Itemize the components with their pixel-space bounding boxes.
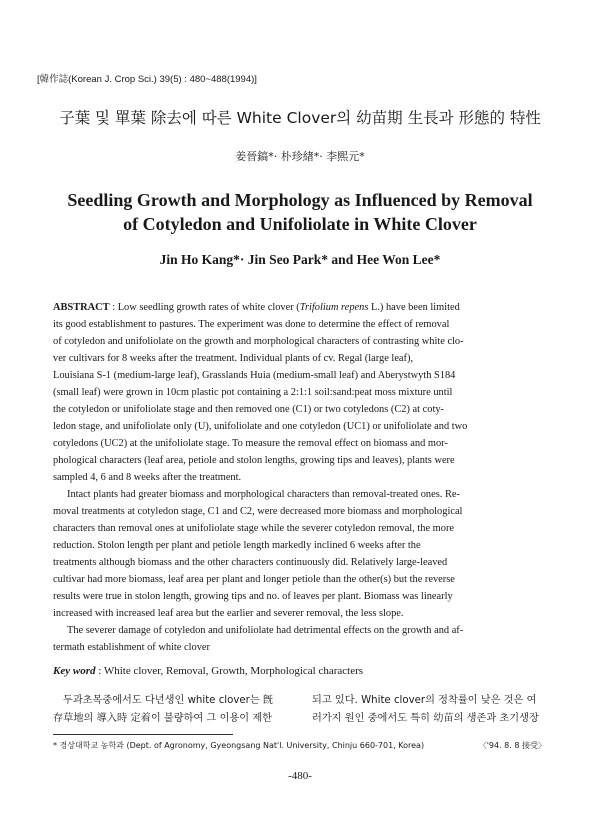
abstract-line: increased with increased leaf area but the earlier and severer removal, the less slope. <box>53 608 404 619</box>
abstract-first-line <box>53 299 546 316</box>
abstract-line: ledon stage, and unifoliolate only (U), unifoliolate and one cotyledon (UC1) or unifoliolate and two <box>53 421 468 432</box>
korean-title: 子葉 및 單葉 除去에 따른 White Clover의 幼苗期 生長과 形態的 特性 <box>59 109 541 127</box>
footnote-divider <box>53 734 233 735</box>
journal-reference: [韓作誌(Korean J. Crop Sci.) 39(5) : 480~488(1994)] <box>37 74 257 85</box>
abstract-line: its good establishment to pastures. The experiment was done to determine the effect of removal <box>53 319 450 330</box>
body-line: 되고 있다. White clover의 정착률이 낮은 것은 여 <box>312 695 537 706</box>
english-title-line-2: of Cotyledon and Unifoliolate in White Clover <box>123 214 477 234</box>
abstract-line: sampled 4, 6 and 8 weeks after the treatment. <box>53 472 242 483</box>
keywords-text: White clover, Removal, Growth, Morphological characters <box>103 665 364 677</box>
abstract-line: Louisiana S-1 (medium-large leaf), Grasslands Huia (medium-small leaf) and Aberystwyth S184 <box>53 370 456 381</box>
abstract-paragraph-3 <box>53 622 546 656</box>
abstract-line: Intact plants had greater biomass and morphological characters than removal-treated ones. Re- <box>67 489 460 500</box>
abstract-paragraph-2 <box>53 486 546 622</box>
received-date: 〈'94. 8. 8 接受〉 <box>478 741 546 750</box>
abstract-line: of cotyledon and unifoliolate on the growth and morphological characters of contrasting white clo- <box>53 336 464 347</box>
abstract-line: results were true in stolon length, growing tips and no. of leaves per plant. Biomass was linearly <box>53 591 453 602</box>
abstract-line: ver cultivars for 8 weeks after the treatment. Individual plants of cv. Regal (large leaf), <box>53 353 414 364</box>
abstract-line: phological characters (leaf area, petiole and stolon lengths, growing tips and leaves), plants were <box>53 455 455 466</box>
abstract-text: L.) have been limited <box>368 302 460 313</box>
abstract-line: termath establishment of white clover <box>53 642 210 653</box>
species-name: Trifolium repens <box>299 302 369 313</box>
body-line: 두과초목중에서도 다년생인 white clover는 旣 <box>63 695 274 706</box>
abstract-text: Low seedling growth rates of white clover ( <box>117 302 300 313</box>
abstract-label: ABSTRACT <box>53 302 110 313</box>
body-column-right <box>312 692 562 728</box>
english-authors: Jin Ho Kang*· Jin Seo Park* and Hee Won Lee* <box>159 252 441 267</box>
english-title-line-1: Seedling Growth and Morphology as Influenced by Removal <box>67 190 533 210</box>
body-line: 러가지 원인 중에서도 특히 幼苗의 생존과 초기생장 <box>312 713 539 724</box>
abstract-line: The severer damage of cotyledon and unifoliolate had detrimental effects on the growth and af- <box>67 625 464 636</box>
abstract-label-separator: : <box>109 302 118 313</box>
abstract-line: (small leaf) were grown in 10cm plastic pot containing a 2:1:1 soil:sand:peat moss mixture until <box>53 387 453 398</box>
korean-authors: 姜晉鎬*· 朴珍緖*· 李熙元* <box>235 150 365 163</box>
body-column-left <box>53 692 303 728</box>
footnote <box>53 740 546 751</box>
abstract-line: reduction. Stolon length per plant and petiole length markedly inclined 6 weeks after the <box>53 540 421 551</box>
page-number: -480- <box>288 770 312 782</box>
footnote-affiliation: * 경상대학교 농학과 (Dept. of Agronomy, Gyeongsang Nat'l. University, Chinju 660-701, Korea) <box>53 741 425 750</box>
abstract-line: cultivar had more biomass, leaf area per plant and longer petiole than the other(s) but the reverse <box>53 574 455 585</box>
abstract <box>53 299 546 656</box>
abstract-line: the cotyledon or unifoliolate stage and then removed one (C1) or two cotyledons (C2) at coty- <box>53 404 444 415</box>
abstract-paragraph-1 <box>53 316 546 486</box>
english-title <box>0 188 600 236</box>
abstract-line: characters than removal ones at unifoliolate stage while the severer cotyledon removal, the more <box>53 523 455 534</box>
abstract-line: treatments although biomass and the other characters continuously did. Relatively large-leaved <box>53 557 448 568</box>
body-line: 存草地의 導入時 定着이 불량하여 그 이용이 제한 <box>53 713 273 724</box>
abstract-line: cotyledons (UC2) at the unifoliolate stage. To measure the removal effect on biomass and mor- <box>53 438 448 449</box>
keywords-label: Key word <box>53 665 96 677</box>
keywords-separator: : <box>95 665 104 677</box>
abstract-line: moval treatments at cotyledon stage, C1 and C2, were decreased more biomass and morphological <box>53 506 463 517</box>
keywords <box>53 665 363 677</box>
